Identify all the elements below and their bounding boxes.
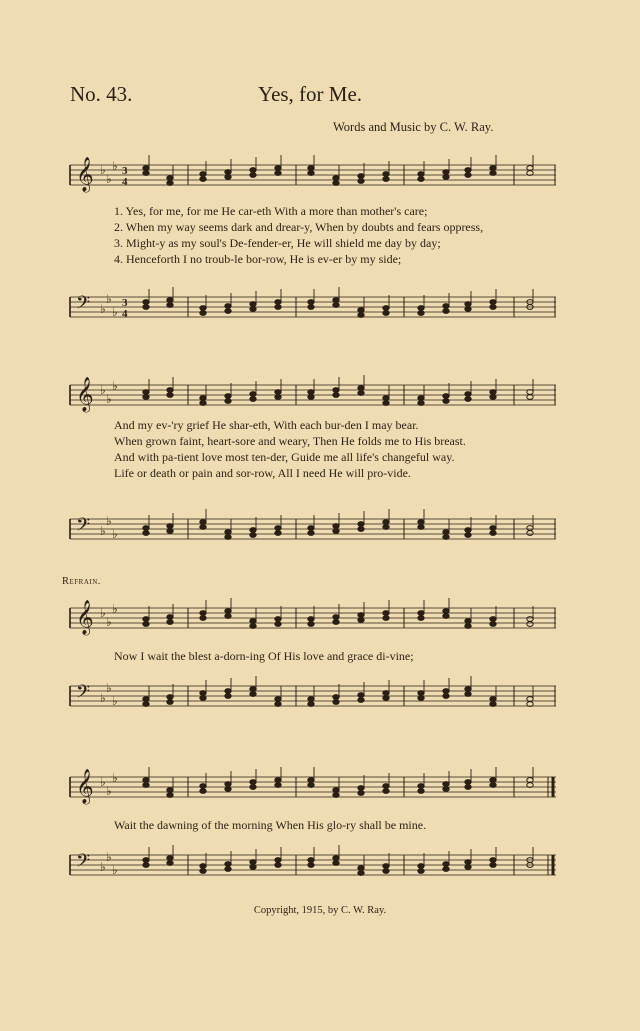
note-head [418,691,424,696]
note-head [200,691,206,696]
flat-icon: ♭ [106,292,112,306]
note-head [250,785,256,790]
note-head [225,304,231,309]
note-head [167,529,173,534]
note-head [358,174,364,179]
note-head [200,525,206,530]
note-head [333,793,339,798]
note-head [465,785,471,790]
note-head [490,395,496,400]
note-head [143,702,149,707]
note-head [167,788,173,793]
note-head [443,782,449,787]
note-head [333,181,339,186]
note-head [167,393,173,398]
note-head [250,692,256,697]
note-head [143,622,149,627]
note-head [167,856,173,861]
note-head [333,695,339,700]
note-head [443,304,449,309]
note-head [418,311,424,316]
note-head [308,622,314,627]
note-head [250,619,256,624]
note-head [490,702,496,707]
note-head [308,171,314,176]
note-head [418,784,424,789]
note-head [418,396,424,401]
note-head [443,787,449,792]
note-head [167,695,173,700]
note-head [200,864,206,869]
note-head [333,298,339,303]
note-head [275,778,281,783]
note-head [225,787,231,792]
note-head [167,388,173,393]
bass-clef-icon: 𝄢 [76,293,91,318]
note-head [308,390,314,395]
note-head [527,617,533,622]
flat-icon: ♭ [112,863,118,877]
note-head [200,520,206,525]
note-head [308,697,314,702]
note-head [358,871,364,876]
flat-icon: ♭ [112,527,118,541]
note-head [308,300,314,305]
bass-staff [68,507,558,547]
note-head [465,865,471,870]
note-head [418,306,424,311]
note-head [418,869,424,874]
lyric-line: 2. When my way seems dark and drear-y, When by doubts and fears oppress, [114,220,484,234]
note-head [167,793,173,798]
note-head [465,307,471,312]
bass-clef-icon: 𝄢 [76,682,91,707]
note-head [383,864,389,869]
note-head [167,176,173,181]
note-head [383,691,389,696]
time-signature-top: 3 [122,165,128,177]
lyrics-system-4 [114,817,554,833]
lyric-line: 3. Might-y as my soul's De-fender-er, He will shield me day by day; [114,236,441,250]
flat-icon: ♭ [106,514,112,528]
treble-staff [68,153,558,193]
note-head [250,392,256,397]
note-head [333,524,339,529]
note-head [143,390,149,395]
note-head [200,784,206,789]
note-head [200,401,206,406]
note-head [167,303,173,308]
note-head [275,531,281,536]
treble-clef-icon: 𝄞 [76,769,94,804]
note-head [443,614,449,619]
note-head [490,305,496,310]
note-head [358,308,364,313]
note-head [200,396,206,401]
note-head [250,528,256,533]
note-head [490,526,496,531]
bass-staff [68,674,558,714]
note-head [250,624,256,629]
hymn-title: Yes, for Me. [258,82,363,106]
note-head [490,171,496,176]
note-head [200,311,206,316]
lyric-line: When grown faint, heart-sore and weary, Then He folds me to His breast. [114,434,466,448]
flat-icon: ♭ [106,681,112,695]
refrain-label: Refrain. [62,576,101,587]
note-head [465,173,471,178]
note-head [250,865,256,870]
note-head [383,784,389,789]
note-head [465,780,471,785]
bass-staff [68,285,558,325]
time-signature-top: 3 [122,297,128,309]
note-head [275,300,281,305]
note-head [418,401,424,406]
note-head [383,401,389,406]
flat-icon: ♭ [112,159,118,173]
note-head [200,696,206,701]
note-head [308,863,314,868]
note-head [383,306,389,311]
note-head [275,702,281,707]
note-head [308,531,314,536]
note-head [275,622,281,627]
note-head [383,172,389,177]
flat-icon: ♭ [112,602,118,616]
note-head [490,783,496,788]
lyrics-system-2 [114,417,554,481]
note-head [275,390,281,395]
note-head [143,305,149,310]
note-head [250,860,256,865]
note-head [465,302,471,307]
note-head [200,177,206,182]
note-head [143,300,149,305]
note-head [200,616,206,621]
note-head [308,166,314,171]
note-head [143,395,149,400]
time-signature-bottom: 4 [122,176,128,188]
note-head [308,778,314,783]
note-head [225,175,231,180]
flat-icon: ♭ [106,392,112,406]
lyric-line: Now I wait the blest a-dorn-ing Of His love and grace di-vine; [114,649,414,663]
note-head [250,780,256,785]
note-head [418,611,424,616]
note-head [465,692,471,697]
note-head [250,302,256,307]
note-head [275,305,281,310]
note-head [250,168,256,173]
note-head [383,396,389,401]
note-head [443,309,449,314]
note-head [167,181,173,186]
note-head [358,698,364,703]
note-head [275,395,281,400]
flat-icon: ♭ [106,172,112,186]
music-system-3 [68,588,558,718]
note-head [275,617,281,622]
note-head [167,861,173,866]
flat-icon: ♭ [112,694,118,708]
flat-icon: ♭ [100,691,106,705]
note-head [383,525,389,530]
note-head [418,789,424,794]
note-head [275,526,281,531]
note-head [490,622,496,627]
note-head [333,388,339,393]
note-head [465,392,471,397]
note-head [308,395,314,400]
note-head [250,307,256,312]
flat-icon: ♭ [106,850,112,864]
note-head [333,620,339,625]
note-head [418,177,424,182]
note-head [225,535,231,540]
note-head [143,166,149,171]
note-head [358,386,364,391]
note-head [465,624,471,629]
note-head [358,866,364,871]
note-head [358,179,364,184]
note-head [250,173,256,178]
note-head [143,863,149,868]
note-head [333,393,339,398]
note-head [275,166,281,171]
note-head [358,391,364,396]
note-head [167,298,173,303]
note-head [167,620,173,625]
note-head [333,303,339,308]
note-head [443,175,449,180]
treble-staff [68,373,558,413]
note-head [490,617,496,622]
treble-clef-icon: 𝄞 [76,600,94,635]
note-head [275,783,281,788]
note-head [308,702,314,707]
note-head [275,858,281,863]
flat-icon: ♭ [112,771,118,785]
note-head [225,530,231,535]
note-head [333,529,339,534]
note-head [143,526,149,531]
flat-icon: ♭ [112,305,118,319]
note-head [358,786,364,791]
note-head [333,856,339,861]
note-head [200,172,206,177]
note-head [418,172,424,177]
note-head [143,783,149,788]
bass-clef-icon: 𝄢 [76,851,91,876]
note-head [443,689,449,694]
note-head [333,615,339,620]
flat-icon: ♭ [100,163,106,177]
note-head [443,170,449,175]
note-head [200,869,206,874]
note-head [418,520,424,525]
note-head [527,526,533,531]
note-head [333,861,339,866]
note-head [275,697,281,702]
note-head [383,789,389,794]
flat-icon: ♭ [106,615,112,629]
note-head [225,782,231,787]
copyright-line: Copyright, 1915, by C. W. Ray. [253,905,387,916]
note-head [383,696,389,701]
flat-icon: ♭ [100,524,106,538]
hymn-number: No. 43. [70,82,133,106]
note-head [465,687,471,692]
note-head [143,858,149,863]
note-head [143,171,149,176]
lyric-line: And with pa-tient love most ten-der, Guide me all life's changeful way. [114,450,455,464]
note-head [490,390,496,395]
note-head [250,397,256,402]
lyrics-system-3 [114,648,554,664]
note-head [308,526,314,531]
note-head [333,788,339,793]
note-head [308,858,314,863]
note-head [490,166,496,171]
lyric-line: 4. Henceforth I no troub-le bor-row, He is ev-er by my side; [114,252,402,266]
treble-staff [68,596,558,636]
note-head [527,531,533,536]
note-head [358,313,364,318]
note-head [490,531,496,536]
treble-clef-icon: 𝄞 [76,377,94,412]
note-head [225,394,231,399]
note-head [490,858,496,863]
note-head [465,533,471,538]
note-head [443,609,449,614]
flat-icon: ♭ [112,379,118,393]
note-head [333,176,339,181]
note-head [225,309,231,314]
flat-icon: ♭ [100,606,106,620]
note-head [225,867,231,872]
note-head [443,394,449,399]
note-head [143,697,149,702]
note-head [250,687,256,692]
note-head [443,694,449,699]
note-head [200,306,206,311]
note-head [527,622,533,627]
note-head [418,525,424,530]
bass-staff [68,843,558,883]
note-head [465,860,471,865]
note-head [275,171,281,176]
note-head [443,530,449,535]
note-head [143,531,149,536]
note-head [490,778,496,783]
note-head [225,399,231,404]
treble-staff [68,765,558,805]
note-head [443,399,449,404]
note-head [465,397,471,402]
flat-icon: ♭ [106,784,112,798]
treble-clef-icon: 𝄞 [76,157,94,192]
note-head [418,864,424,869]
credit-line: Words and Music by C. W. Ray. [333,120,494,134]
note-head [443,862,449,867]
note-head [443,535,449,540]
flat-icon: ♭ [100,302,106,316]
note-head [490,697,496,702]
lyric-line: 1. Yes, for me, for me He car-eth With a more than mother's care; [114,204,428,218]
note-head [167,700,173,705]
lyric-line: And my ev-'ry grief He shar-eth, With each bur-den I may bear. [114,418,419,432]
note-head [383,616,389,621]
flat-icon: ♭ [100,775,106,789]
note-head [200,789,206,794]
note-head [358,693,364,698]
music-system-2 [68,365,558,545]
note-head [225,694,231,699]
flat-icon: ♭ [100,383,106,397]
note-head [358,618,364,623]
note-head [200,611,206,616]
note-head [333,700,339,705]
note-head [418,696,424,701]
note-head [490,863,496,868]
note-head [358,613,364,618]
note-head [443,867,449,872]
note-head [225,689,231,694]
note-head [358,791,364,796]
time-signature-bottom: 4 [122,308,128,320]
note-head [383,520,389,525]
note-head [308,783,314,788]
lyric-line: Life or death or pain and sor-row, All I need He will pro-vide. [114,466,411,480]
note-head [383,869,389,874]
note-head [167,615,173,620]
lyric-line: Wait the dawning of the morning When His glo-ry shall be mine. [114,818,427,832]
note-head [225,170,231,175]
note-head [383,311,389,316]
note-head [418,616,424,621]
note-head [308,617,314,622]
note-head [225,609,231,614]
note-head [143,617,149,622]
flat-icon: ♭ [100,860,106,874]
music-system-1 [68,145,558,325]
note-head [143,778,149,783]
note-head [250,533,256,538]
note-head [490,300,496,305]
note-head [308,305,314,310]
note-head [383,177,389,182]
bass-clef-icon: 𝄢 [76,515,91,540]
note-head [465,528,471,533]
note-head [358,527,364,532]
lyrics-system-1 [114,203,554,267]
music-system-4 [68,757,558,887]
note-head [225,862,231,867]
note-head [225,614,231,619]
note-head [383,611,389,616]
note-head [167,524,173,529]
note-head [275,863,281,868]
note-head [358,522,364,527]
note-head [465,168,471,173]
note-head [465,619,471,624]
